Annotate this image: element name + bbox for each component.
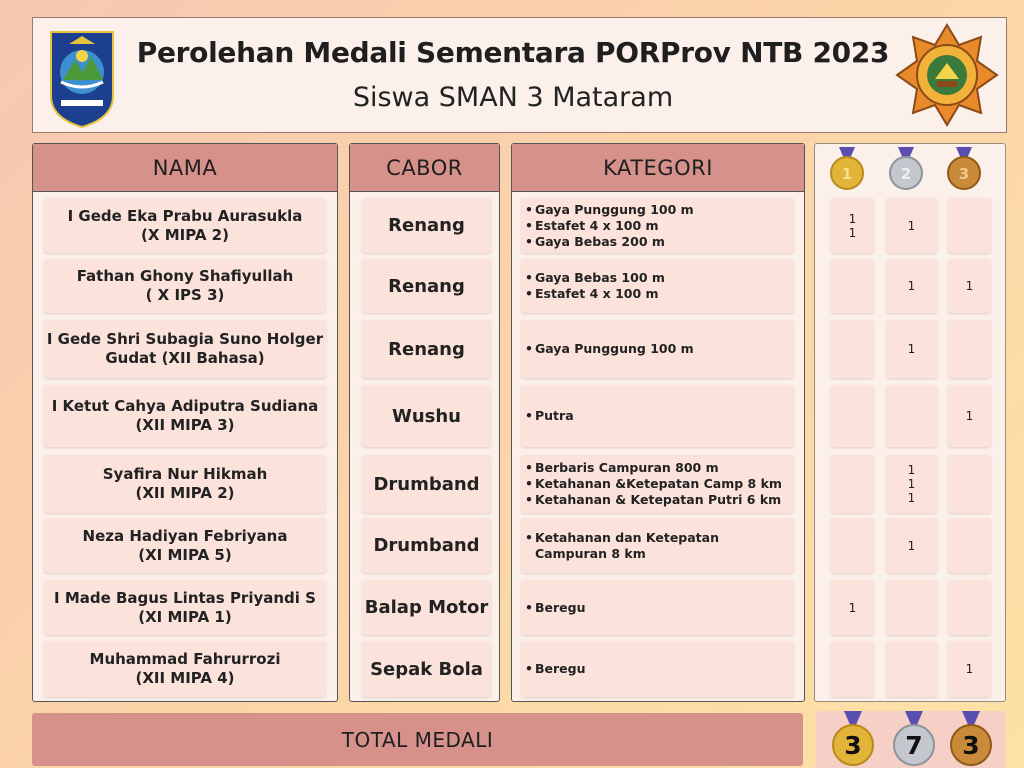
- athlete-class: (XII MIPA 3): [135, 416, 235, 434]
- athlete-name-cell: [44, 198, 326, 253]
- total-medali-label: TOTAL MEDALI: [32, 713, 803, 766]
- athlete-class: (XI MIPA 1): [138, 607, 232, 626]
- athlete-class: (XI MIPA 5): [138, 545, 232, 564]
- nama-column-header: NAMA: [33, 144, 337, 192]
- bronze-medal-count-cell: [948, 580, 991, 635]
- athlete-name: I Gede Eka Prabu Aurasukla: [67, 206, 303, 225]
- athlete-name-cell: [44, 320, 326, 378]
- kategori-cell: [521, 198, 794, 253]
- athlete-class: Gudat (XII Bahasa): [105, 349, 265, 367]
- kategori-item: • Gaya Punggung 100 m: [535, 202, 694, 218]
- silver-medal-count: 1: [907, 463, 916, 477]
- bronze-medal-count: 1: [965, 279, 974, 293]
- gold-medal-count: 1: [848, 211, 857, 226]
- kategori-list: [521, 408, 574, 424]
- athlete-name: Fathan Ghony Shafiyullah: [76, 267, 294, 285]
- page-subtitle: Siswa SMAN 3 Mataram: [352, 82, 674, 113]
- kategori-cell: [521, 259, 794, 313]
- silver-medal-count-cell: [886, 320, 937, 378]
- bronze-medal-count-cell: [948, 518, 991, 573]
- cabor-cell: Balap Motor: [362, 580, 491, 635]
- gold-medal-count-cell: [831, 198, 874, 253]
- athlete-name-cell: [44, 259, 326, 313]
- cabor-column-header: CABOR: [350, 144, 499, 192]
- svg-text:3: 3: [958, 165, 970, 183]
- silver-medal-count-cell: [886, 580, 937, 635]
- kategori-list: [521, 661, 586, 677]
- kategori-item: • Putra: [535, 408, 574, 424]
- total-bronze-medal-icon: [948, 711, 994, 767]
- athlete-class: (XII MIPA 4): [135, 669, 235, 687]
- gold-medal-count-cell: [831, 385, 874, 447]
- silver-medal-count-cell: [886, 518, 937, 573]
- kategori-item: • Ketahanan &Ketepatan Camp 8 km: [535, 476, 782, 492]
- gold-medal-count-cell: [831, 455, 874, 513]
- silver-medal-count: 1: [907, 342, 916, 356]
- silver-medal-count-cell: [886, 198, 937, 253]
- athlete-name: Neza Hadiyan Febriyana: [82, 526, 288, 545]
- athlete-class: (XII MIPA 2): [135, 484, 235, 502]
- silver-medal-count: 1: [907, 477, 916, 491]
- silver-medal-count-cell: [886, 259, 937, 313]
- gold-medal-count: 1: [848, 600, 857, 615]
- total-medals-box: [816, 711, 1006, 768]
- kategori-cell: [521, 320, 794, 378]
- kategori-cell: [521, 455, 794, 513]
- kategori-item: • Beregu: [535, 661, 586, 677]
- gold-medal-count: 1: [848, 225, 857, 240]
- silver-medal-count: 1: [907, 491, 916, 505]
- gold-medal-count-cell: [831, 641, 874, 697]
- kategori-item: • Gaya Bebas 100 m: [535, 270, 665, 286]
- svg-text:2: 2: [900, 165, 912, 183]
- kategori-list: [521, 202, 694, 250]
- bronze-medal-count-cell: [948, 259, 991, 313]
- athlete-name: I Gede Shri Subagia Suno Holger: [46, 330, 324, 348]
- cabor-cell: Renang: [362, 259, 491, 313]
- header-banner: [32, 17, 1007, 133]
- bronze-medal-count-cell: [948, 455, 991, 513]
- athlete-name-cell: [44, 385, 326, 447]
- cabor-cell: Drumband: [362, 518, 491, 573]
- athlete-class: ( X IPS 3): [145, 286, 225, 304]
- bronze-medal-count: 1: [965, 409, 974, 423]
- kategori-list: [521, 460, 782, 508]
- cabor-cell: Sepak Bola: [362, 641, 491, 697]
- silver-medal-count-cell: [886, 641, 937, 697]
- silver-medal-count: 1: [907, 279, 916, 293]
- silver-medal-icon: [888, 147, 924, 191]
- kategori-cell: [521, 518, 794, 573]
- kategori-item: • Berbaris Campuran 800 m: [535, 460, 782, 476]
- total-silver-count: 7: [905, 731, 923, 760]
- kategori-item: • Estafet 4 x 100 m: [535, 286, 665, 302]
- ntb-province-emblem-icon: [47, 26, 117, 129]
- kategori-list: [521, 341, 694, 357]
- total-silver-medal-icon: [891, 711, 937, 767]
- total-gold-medal-icon: [830, 711, 876, 767]
- sman3-mataram-school-emblem-icon: [895, 23, 999, 127]
- athlete-name: Muhammad Fahrurrozi: [89, 650, 281, 668]
- cabor-cell: Drumband: [362, 455, 491, 513]
- kategori-item: • Beregu: [535, 600, 586, 616]
- bronze-medal-count-cell: [948, 641, 991, 697]
- kategori-item: • Ketahanan & Ketepatan Putri 6 km: [535, 492, 782, 508]
- silver-medal-count: 1: [907, 218, 916, 233]
- kategori-cell: [521, 580, 794, 635]
- athlete-name: I Ketut Cahya Adiputra Sudiana: [51, 397, 319, 415]
- cabor-cell: Renang: [362, 320, 491, 378]
- bronze-medal-count-cell: [948, 385, 991, 447]
- kategori-item: • Gaya Punggung 100 m: [535, 341, 694, 357]
- gold-medal-count-cell: [831, 320, 874, 378]
- kategori-list: [521, 530, 794, 562]
- gold-medal-icon: [829, 147, 865, 191]
- page-title: Perolehan Medali Sementara PORProv NTB 2023: [136, 36, 890, 69]
- kategori-cell: [521, 385, 794, 447]
- gold-medal-count-cell: [831, 580, 874, 635]
- athlete-name-cell: [44, 641, 326, 697]
- bronze-medal-count: 1: [965, 662, 974, 676]
- kategori-cell: [521, 641, 794, 697]
- silver-medal-count-cell: [886, 385, 937, 447]
- athlete-name-cell: [44, 518, 326, 573]
- athlete-name: Syafira Nur Hikmah: [102, 465, 268, 483]
- bronze-medal-icon: [946, 147, 982, 191]
- silver-medal-count: 1: [907, 538, 916, 553]
- athlete-name: I Made Bagus Lintas Priyandi S: [54, 588, 316, 607]
- total-bronze-count: 3: [962, 731, 980, 760]
- kategori-list: [521, 270, 665, 302]
- cabor-cell: Renang: [362, 198, 491, 253]
- gold-medal-count-cell: [831, 518, 874, 573]
- kategori-column-header: KATEGORI: [512, 144, 804, 192]
- gold-medal-count-cell: [831, 259, 874, 313]
- kategori-item: • Estafet 4 x 100 m: [535, 218, 694, 234]
- cabor-cell: Wushu: [362, 385, 491, 447]
- bronze-medal-count-cell: [948, 320, 991, 378]
- kategori-list: [521, 600, 586, 616]
- bronze-medal-count-cell: [948, 198, 991, 253]
- athlete-name-cell: [44, 580, 326, 635]
- silver-medal-count-cell: [886, 455, 937, 513]
- athlete-name-cell: [44, 455, 326, 513]
- kategori-item: • Ketahanan dan Ketepatan Campuran 8 km: [535, 530, 794, 562]
- svg-text:1: 1: [841, 165, 853, 183]
- athlete-class: (X MIPA 2): [141, 225, 229, 244]
- total-gold-count: 3: [844, 731, 862, 760]
- kategori-item: • Gaya Bebas 200 m: [535, 234, 694, 250]
